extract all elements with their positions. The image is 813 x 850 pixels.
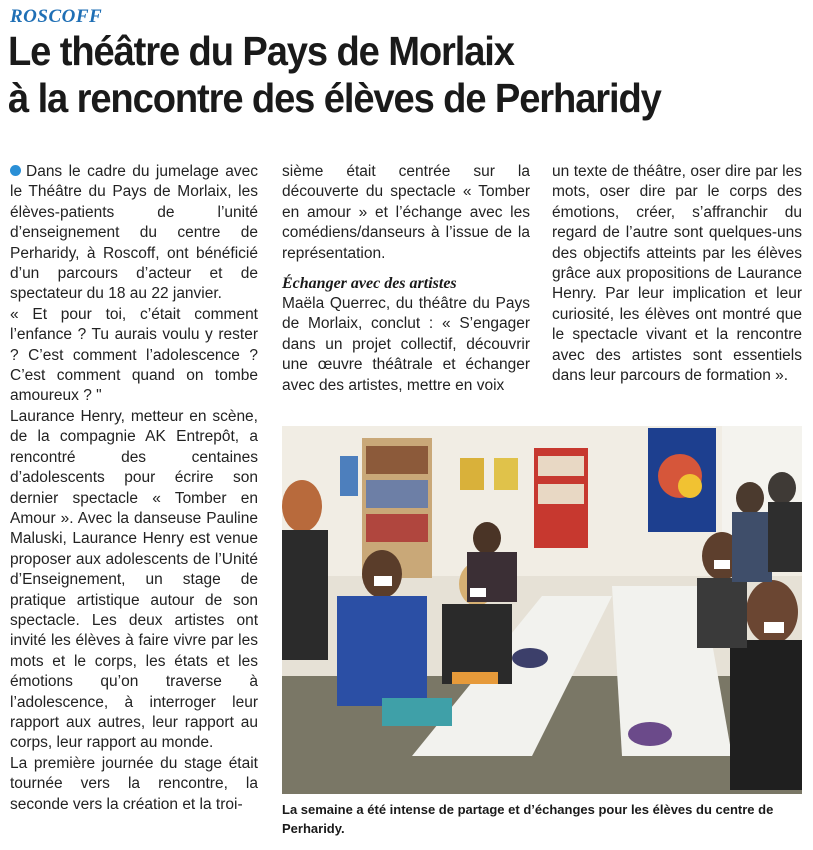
- section-kicker: ROSCOFF: [10, 6, 103, 27]
- body-paragraph: un texte de théâtre, oser dire par les mots, oser dire par le corps des émotions, créer, s’affranchir du regard de l’autre sont quelques-uns des objectifs atteints par les élèves grâce aux propositions de Laurance Henry. Par leur implication et leur curiosité, les élèves ont montré que le spectacle vivant et la rencontre avec des artistes sont essentiels dans leur parcours de formation ».: [552, 163, 802, 385]
- article-column-2: [282, 162, 530, 396]
- body-paragraph: Laurance Henry, metteur en scène, de la compagnie AK Entrepôt, a rencontré des centaines d’adolescents pour écrire son dernier spectacle « Tomber en Amour ». Avec la danseuse Pauline Maluski, Laurance Henry est venue proposer aux adolescents de l’Unité d’Enseignement, un stage de pratique artistique autour de son spectacle. Les deux artistes ont invité les élèves à faire vivre par les mots et le corps, les états et les émotions qu’on traverse à l’adolescence, à interroger leur rapport aux autres, leur rapport au corps, leur rapport au monde.: [10, 407, 258, 752]
- body-paragraph: sième était centrée sur la découverte du spectacle « Tomber en amour » et l’échange avec les comédiens/danseurs à l’issue de la représentation.: [282, 163, 530, 262]
- classroom-photo-illustration: [282, 426, 802, 794]
- article-photo: [282, 426, 802, 794]
- body-paragraph: « Et pour toi, c’était comment l’enfance ? Tu aurais voulu y rester ? C’est comment l’adolescence ? C’est comment quand on tombe amoureux ? ": [10, 305, 258, 405]
- article-subheading: Échanger avec des artistes: [282, 275, 457, 293]
- lead-paragraph: [10, 162, 258, 305]
- headline-line-2: à la rencontre des élèves de Perharidy: [8, 75, 661, 121]
- body-paragraph: Maëla Querrec, du théâtre du Pays de Morlaix, conclut : « S’engager dans un projet collectif, découvrir une œuvre théâtrale et échanger avec des artistes, mettre en voix: [282, 295, 530, 394]
- bullet-icon: [10, 165, 21, 176]
- article-headline: [8, 28, 752, 122]
- photo-caption: La semaine a été intense de partage et d’échanges pour les élèves du centre de Perharidy.: [282, 802, 774, 836]
- article-column-3: [552, 162, 802, 386]
- headline-line-1: Le théâtre du Pays de Morlaix: [8, 28, 514, 74]
- body-paragraph: La première journée du stage était tournée vers la rencontre, la seconde vers la création et la troi-: [10, 754, 258, 813]
- article-column-1: [10, 162, 258, 815]
- lead-text: Dans le cadre du jumelage avec le Théâtre du Pays de Morlaix, les élèves-patients de l’unité d’enseignement du centre de Perharidy, à Roscoff, ont bénéficié d’un parcours d’acteur et de spectateur du 18 au 22 janvier.: [10, 163, 258, 303]
